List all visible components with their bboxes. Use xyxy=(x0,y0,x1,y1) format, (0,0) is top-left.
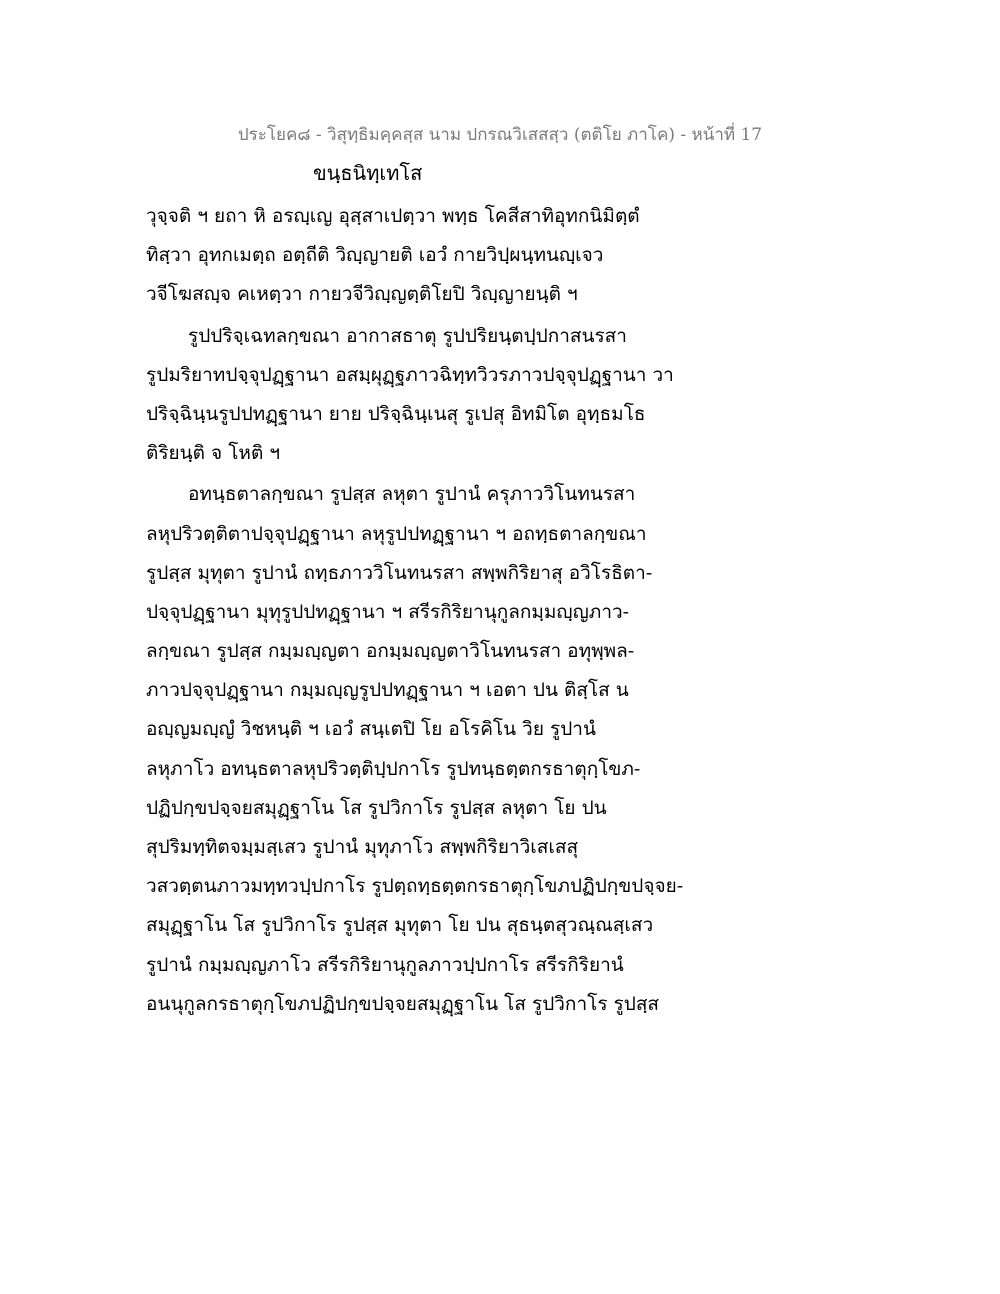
paragraph-1 xyxy=(146,197,686,315)
text-line: อทนฺธตาลกฺขณา รูปสฺส ลหุตา รูปานํ ครุภาววิโนทนรสา xyxy=(188,483,636,506)
text-line: สมุฏฺฐาโน โส รูปวิกาโร รูปสฺส มุทุตา โย ปน สุธนฺตสุวณฺณสฺเสว xyxy=(146,914,654,937)
text-line: วจีโฆสญฺจ คเหตฺวา กายวจีวิญฺญตฺติโยปิ วิญฺญายนฺติ ฯ xyxy=(146,283,578,306)
text-line: สุปริมทฺทิตจมฺมสฺเสว รูปานํ มุทุภาโว สพฺพกิริยาวิเสเสสุ xyxy=(146,836,579,858)
text-line: ลหุปริวตฺติตาปจฺจุปฏฺฐานา ลหุรูปปทฏฺฐานา ฯ อถทฺธตาลกฺขณา xyxy=(146,522,647,545)
text-line: ลกฺขณา รูปสฺส กมฺมญฺญตา อกมฺมญฺญตาวิโนทนรสา อทุพฺพล- xyxy=(146,640,635,663)
text-line: ติริยนฺติ จ โหติ ฯ xyxy=(146,442,280,465)
text-line: อนนุกูลกรธาตุกฺโขภปฏิปกฺขปจฺจยสมุฏฺฐาโน โส รูปวิกาโร รูปสฺส xyxy=(146,992,660,1015)
text-line: ลหุภาโว อทนฺธตาลหุปริวตฺติปฺปกาโร รูปทนฺธตฺตกรธาตุกฺโขภ- xyxy=(146,757,641,780)
text-line: ทิสฺวา อุทกเมตฺถ อตฺถีติ วิญฺญายติ เอวํ กายวิปฺผนฺทนญฺเจว xyxy=(146,244,604,267)
text-line: ปจฺจุปฏฺฐานา มุทุรูปปทฏฺฐานา ฯ สรีรกิริยานุกูลกมฺมญฺญภาว- xyxy=(146,600,630,623)
paragraph-2 xyxy=(146,317,686,474)
text-line: รูปานํ กมฺมญฺญภาโว สรีรกิริยานุกูลภาวปฺปกาโร สรีรกิริยานํ xyxy=(146,953,624,976)
section-title: ขนฺธนิทฺเทโส xyxy=(313,161,423,185)
page-header: ประโยค๘ - วิสุทฺธิมคฺคสฺส นาม ปกรณวิเสสสฺว (ตติโย ภาโค) - หน้าที่ 17 xyxy=(237,125,763,145)
text-line: ปฏิปกฺขปจฺจยสมุฏฺฐาโน โส รูปวิกาโร รูปสฺส ลหุตา โย ปน xyxy=(146,796,607,819)
body-text xyxy=(146,197,686,1024)
text-line: วสวตฺตนภาวมทฺทวปฺปกาโร รูปตฺถทฺธตฺตกรธาตุกฺโขภปฏิปกฺขปจฺจย- xyxy=(146,875,684,898)
text-line: ภาวปจฺจุปฏฺฐานา กมฺมญฺญรูปปทฏฺฐานา ฯ เอตา ปน ติสฺโส น xyxy=(146,679,629,702)
text-line: อญฺญมญฺญํ วิชหนฺติ ฯ เอวํ สนฺเตปิ โย อโรคิโน วิย รูปานํ xyxy=(146,718,596,741)
text-line: วุจฺจติ ฯ ยถา หิ อรญฺเญ อุสฺสาเปตฺวา พทฺธ โคสีสาทิอุทกนิมิตฺตํ xyxy=(146,205,640,227)
text-line: รูปสฺส มุทุตา รูปานํ ถทฺธภาววิโนทนรสา สพฺพกิริยาสุ อวิโรธิตา- xyxy=(146,561,653,584)
text-line: รูปมริยาทปจฺจุปฏฺฐานา อสมฺผุฏฺฐภาวฉิทฺทวิวรภาวปจฺจุปฏฺฐานา วา xyxy=(146,363,674,386)
text-line: รูปปริจฺเฉทลกฺขณา อากาสธาตุ รูปปริยนฺตปฺปกาสนรสา xyxy=(188,324,627,347)
paragraph-3 xyxy=(146,475,686,1024)
text-line: ปริจฺฉินฺนรูปปทฏฺฐานา ยาย ปริจฺฉินฺเนสุ รูเปสุ อิทมิโต อุทฺธมโธ xyxy=(146,402,646,425)
